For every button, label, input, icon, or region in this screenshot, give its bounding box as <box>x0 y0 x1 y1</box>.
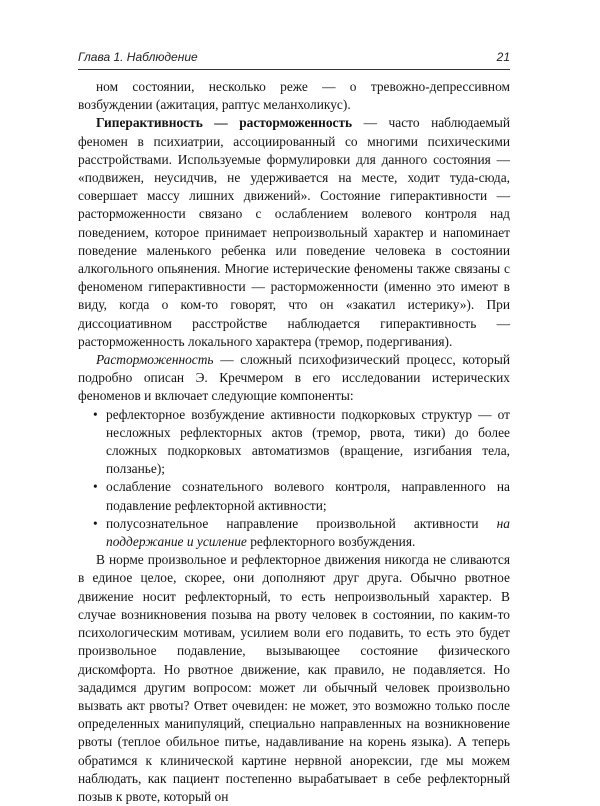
list-item-text-post: рефлекторного возбуждения. <box>246 534 416 550</box>
list-item <box>93 406 510 479</box>
running-header <box>78 50 510 70</box>
page-number: 21 <box>496 50 510 64</box>
bullet-mark: • <box>93 479 98 495</box>
list-item-emphasis: на поддержание и усиление <box>106 515 510 550</box>
paragraph-disinhibition <box>78 351 510 406</box>
paragraph-continuation: ном состоянии, несколько реже — о тревожно-депрессивном возбуждении (ажитация, раптус меланхоликус). <box>78 79 510 113</box>
list-item <box>93 515 510 551</box>
body-text <box>78 78 510 806</box>
term-disinhibition: Расторможенность <box>96 352 214 368</box>
bullet-mark: • <box>93 406 98 422</box>
list-item-text: ослабление сознательного волевого контроля, направленного на подавление рефлекторной активности; <box>106 479 510 513</box>
list-item-text-pre: полусознательное направление произвольной активности <box>106 515 497 531</box>
paragraph-hyperactivity <box>78 114 510 351</box>
list-item <box>93 478 510 514</box>
paragraph-disinhibition-text: — сложный психофизический процесс, который подробно описан Э. Кречмером в его исследовании истерических феноменов и включает следующие компоненты: <box>78 352 510 404</box>
component-list <box>78 406 510 552</box>
paragraph-hyperactivity-text: — часто наблюдаемый феномен в психиатрии, ассоциированный со многими психическими расстройствами. Используемые формулировки для данного состояния — «подвижен, неусидчив, не удерживается на месте, ходит туда-сюда, совершает массу лишних движений». Состояние гиперактивности — расторможенности связано с ослаблением волевого контроля над поведением, которое принимает непроизвольный характер и напоминает поведение маленького ребенка или поведение человека в состоянии алкогольного опьянения. Многие истерические феномены также связаны с феноменом гиперактивности — расторможенности (именно это имеют в виду, когда о ком-то говорят, что он «закатил истерику»). При диссоциативном расстройстве наблюдается гиперактивность — расторможенность локального характера (тремор, подергивания). <box>78 115 510 349</box>
header-rule <box>78 69 510 70</box>
chapter-title: Глава 1. Наблюдение <box>78 50 198 64</box>
list-item-text: рефлекторное возбуждение активности подкорковых структур — от несложных рефлекторных актов (тремор, рвота, тики) до более сложных подкорковых автоматизмов (вращение, изгибания тела, ползанье); <box>106 406 510 477</box>
paragraph-vomiting: В норме произвольное и рефлекторное движения никогда не сливаются в единое целое, скорее, они дополняют друг друга. Обычно рвотное движение носит рефлекторный, то есть непроизвольный характер. В случае возникновения позыва на рвоту человек в состоянии, по каким-то психологическим мотивам, усилием воли его подавить, то есть это будет произвольное подавление, вызывающее состояние физического дискомфорта. Но рвотное движение, как правило, не подавляется. Но зададимся другим вопросом: может ли обычный человек произвольно вызвать акт рвоты? Ответ очевиден: не может, это возможно только после определенных манипуляций, специально направленных на возникновение рвоты (теплое обильное питье, надавливание на корень языка). А теперь обратимся к клинической картине нервной анорексии, где мы можем наблюдать, как пациент постепенно вырабатывает в себе рефлекторный позыв к рвоте, который он <box>78 552 510 804</box>
term-hyperactivity: Гиперактивность — расторможенность <box>96 115 353 131</box>
bullet-mark: • <box>93 515 98 531</box>
